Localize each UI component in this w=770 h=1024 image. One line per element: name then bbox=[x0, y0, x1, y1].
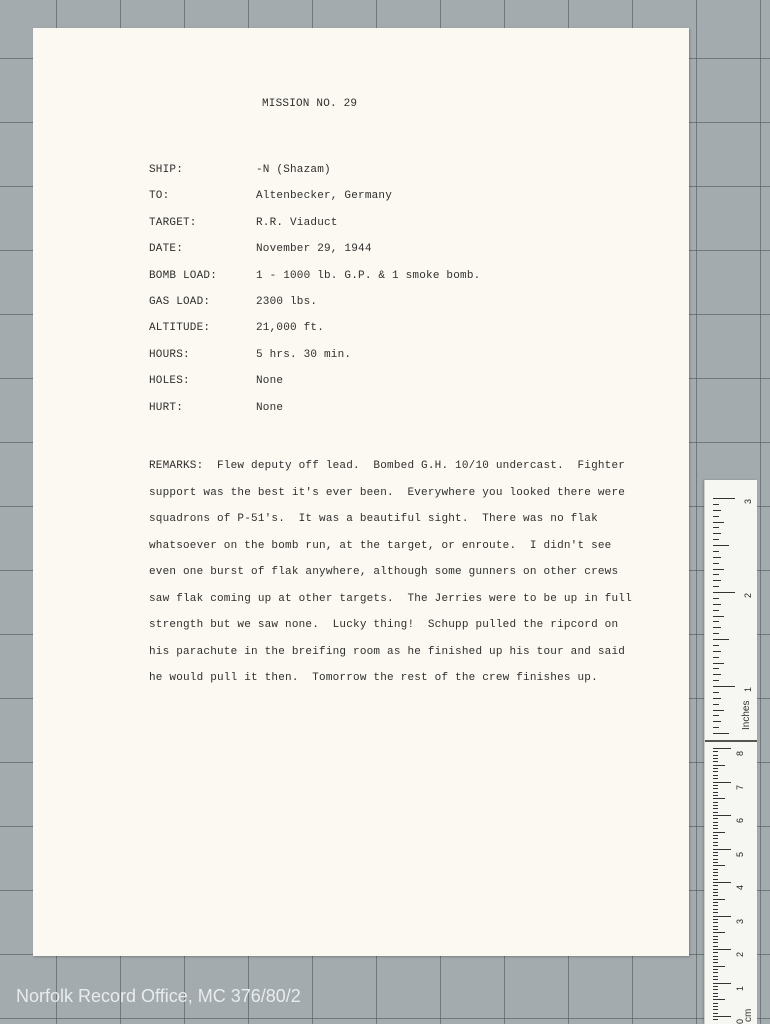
ruler-tick bbox=[713, 946, 718, 947]
ruler-tick bbox=[713, 926, 718, 927]
ruler-tick bbox=[713, 862, 718, 863]
ruler-tick bbox=[713, 956, 718, 957]
ruler-tick bbox=[713, 849, 731, 850]
ruler-tick bbox=[713, 822, 718, 823]
field-label: TO: bbox=[149, 190, 170, 203]
field-value: Altenbecker, Germany bbox=[256, 190, 393, 203]
field-row bbox=[33, 243, 633, 263]
ruler-tick bbox=[713, 698, 721, 699]
field-value: -N (Shazam) bbox=[256, 164, 331, 176]
ruler-tick bbox=[713, 616, 724, 617]
ruler-tick bbox=[713, 859, 718, 860]
ruler-tick bbox=[713, 586, 719, 587]
ruler-tick bbox=[713, 912, 718, 913]
ruler-tick bbox=[713, 645, 719, 646]
field-value: November 29, 1944 bbox=[256, 243, 372, 256]
ruler-tick bbox=[713, 539, 719, 540]
ruler-tick bbox=[713, 916, 731, 917]
ruler-tick bbox=[713, 889, 718, 890]
field-value: 21,000 ft. bbox=[256, 322, 325, 335]
ruler-tick bbox=[713, 639, 729, 640]
ruler-tick bbox=[713, 755, 718, 756]
ruler-tick bbox=[713, 993, 718, 994]
ruler-inch-scale bbox=[705, 480, 757, 740]
field-value: 5 hrs. 30 min. bbox=[256, 348, 352, 361]
remarks-line: support was the best it's ever been. Everywhere you looked there were bbox=[149, 486, 626, 499]
ruler-tick bbox=[713, 692, 719, 693]
ruler-cm-scale bbox=[705, 742, 757, 1024]
ruler-tick bbox=[713, 902, 718, 903]
ruler-tick bbox=[713, 627, 721, 628]
ruler-tick bbox=[713, 704, 719, 705]
ruler-tick bbox=[713, 686, 735, 687]
ruler-tick bbox=[713, 855, 718, 856]
field-value: R.R. Viaduct bbox=[256, 216, 338, 229]
ruler-tick bbox=[713, 795, 718, 796]
ruler-tick bbox=[713, 852, 718, 853]
field-row bbox=[33, 296, 633, 316]
ruler-tick bbox=[713, 972, 718, 973]
ruler-tick bbox=[713, 574, 719, 575]
ruler-tick bbox=[713, 727, 719, 728]
ruler-tick bbox=[713, 845, 718, 846]
field-value: 1 - 1000 lb. G.P. & 1 smoke bomb. bbox=[256, 269, 481, 282]
ruler-tick bbox=[713, 802, 718, 803]
ruler-tick bbox=[713, 557, 721, 558]
typed-document-page bbox=[33, 28, 689, 956]
ruler-tick bbox=[713, 949, 731, 950]
ruler-tick bbox=[713, 792, 718, 793]
remarks-line: his parachute in the breifing room as he finished up his tour and said bbox=[149, 645, 626, 658]
field-value: None bbox=[256, 401, 284, 414]
ruler-cm-number: 1 bbox=[735, 985, 745, 991]
ruler-tick bbox=[713, 527, 719, 528]
document-title: MISSION NO. 29 bbox=[262, 98, 358, 110]
ruler-cm-number: 6 bbox=[735, 817, 745, 823]
ruler-cm-number: 8 bbox=[735, 750, 745, 756]
ruler-inch-number: 1 bbox=[743, 686, 753, 692]
ruler-tick bbox=[713, 976, 718, 977]
ruler-tick bbox=[713, 983, 731, 984]
ruler-tick bbox=[713, 996, 718, 997]
ruler-tick bbox=[713, 751, 718, 752]
remarks-line: strength but we saw none. Lucky thing! Schupp pulled the ripcord on bbox=[149, 619, 619, 631]
ruler-tick bbox=[713, 999, 725, 1000]
ruler-tick bbox=[713, 633, 719, 634]
ruler-tick bbox=[713, 808, 718, 809]
ruler-tick bbox=[713, 892, 718, 893]
ruler-tick bbox=[713, 1009, 718, 1010]
ruler-tick bbox=[713, 838, 718, 839]
ruler-tick bbox=[713, 765, 725, 766]
field-label: HURT: bbox=[149, 401, 184, 414]
field-row bbox=[33, 375, 633, 395]
field-label: BOMB LOAD: bbox=[149, 269, 218, 282]
ruler-tick bbox=[713, 598, 719, 599]
ruler-tick bbox=[713, 610, 719, 611]
ruler-tick bbox=[713, 818, 718, 819]
field-label: DATE: bbox=[149, 243, 184, 256]
ruler-tick bbox=[713, 919, 718, 920]
field-row bbox=[33, 349, 633, 369]
ruler-tick bbox=[713, 771, 718, 772]
ruler-tick bbox=[713, 592, 735, 593]
ruler-tick bbox=[713, 569, 724, 570]
ruler-tick bbox=[713, 761, 718, 762]
ruler-tick bbox=[713, 865, 725, 866]
ruler-tick bbox=[713, 785, 718, 786]
ruler-tick bbox=[713, 828, 718, 829]
ruler-tick bbox=[713, 939, 718, 940]
ruler-tick bbox=[713, 1003, 718, 1004]
ruler-tick bbox=[713, 832, 725, 833]
ruler-inch-number: 2 bbox=[743, 592, 753, 598]
ruler-tick bbox=[713, 533, 721, 534]
ruler-tick bbox=[713, 545, 729, 546]
field-row bbox=[33, 402, 633, 422]
ruler-tick bbox=[713, 721, 721, 722]
ruler-tick bbox=[713, 504, 719, 505]
ruler-tick bbox=[713, 825, 718, 826]
ruler-tick bbox=[713, 748, 731, 749]
ruler-tick bbox=[713, 882, 731, 883]
ruler-tick bbox=[713, 989, 718, 990]
field-row bbox=[33, 190, 633, 210]
ruler-tick bbox=[713, 1013, 718, 1014]
ruler-tick bbox=[713, 516, 719, 517]
remarks-line: REMARKS: Flew deputy off lead. Bombed G.H. 10/10 undercast. Fighter bbox=[149, 460, 626, 472]
remarks-paragraph bbox=[149, 460, 632, 699]
remarks-line: even one burst of flak anywhere, although some gunners on other crews bbox=[149, 566, 619, 578]
ruler-tick bbox=[713, 775, 718, 776]
ruler-inch-unit: Inches bbox=[741, 700, 752, 730]
ruler-tick bbox=[713, 680, 719, 681]
ruler-tick bbox=[713, 879, 718, 880]
ruler-tick bbox=[713, 651, 721, 652]
ruler-tick bbox=[713, 835, 718, 836]
ruler-cm-number: 4 bbox=[735, 884, 745, 890]
field-value: None bbox=[256, 375, 284, 388]
ruler-tick bbox=[713, 932, 725, 933]
ruler-tick bbox=[713, 929, 718, 930]
ruler-tick bbox=[713, 668, 719, 669]
ruler-tick bbox=[713, 869, 718, 870]
ruler-tick bbox=[713, 1006, 718, 1007]
ruler-cm-number: 2 bbox=[735, 951, 745, 957]
ruler-tick bbox=[713, 758, 718, 759]
field-label: HOLES: bbox=[149, 375, 190, 388]
ruler-tick bbox=[713, 551, 719, 552]
ruler-tick bbox=[713, 959, 718, 960]
ruler-tick bbox=[713, 715, 719, 716]
ruler-tick bbox=[713, 778, 718, 779]
ruler-tick bbox=[713, 710, 724, 711]
ruler-tick bbox=[713, 969, 718, 970]
field-label: SHIP: bbox=[149, 164, 184, 176]
archive-caption: Norfolk Record Office, MC 376/80/2 bbox=[16, 986, 301, 1006]
ruler-tick bbox=[713, 621, 719, 622]
remarks-line: whatsoever on the bomb run, at the target, or enroute. I didn't see bbox=[149, 539, 612, 552]
ruler-tick bbox=[713, 895, 718, 896]
ruler-tick bbox=[713, 1016, 731, 1017]
field-value: 2300 lbs. bbox=[256, 296, 318, 308]
field-row bbox=[33, 322, 633, 342]
field-label: TARGET: bbox=[149, 216, 197, 229]
ruler-tick bbox=[713, 782, 731, 783]
ruler-cm-number: 5 bbox=[735, 851, 745, 857]
ruler-tick bbox=[713, 909, 718, 910]
ruler-tick bbox=[713, 899, 725, 900]
ruler-tick bbox=[713, 842, 718, 843]
field-label: GAS LOAD: bbox=[149, 296, 211, 308]
ruler-tick bbox=[713, 966, 725, 967]
ruler-tick bbox=[713, 812, 718, 813]
ruler-tick bbox=[713, 942, 718, 943]
field-row bbox=[33, 270, 633, 290]
remarks-line: saw flak coming up at other targets. The Jerries were to be up in full bbox=[149, 592, 632, 605]
ruler-tick bbox=[713, 798, 725, 799]
ruler-tick bbox=[713, 657, 719, 658]
field-label: HOURS: bbox=[149, 348, 190, 361]
ruler-cm-unit: cm bbox=[743, 1008, 754, 1022]
ruler-inch-number: 3 bbox=[743, 498, 753, 504]
remarks-line: squadrons of P-51's. It was a beautiful sight. There was no flak bbox=[149, 513, 598, 525]
ruler-tick bbox=[713, 986, 718, 987]
ruler-tick bbox=[713, 563, 719, 564]
ruler-tick bbox=[713, 905, 718, 906]
ruler-tick bbox=[713, 922, 718, 923]
ruler-tick bbox=[713, 674, 721, 675]
ruler-cm-number: 3 bbox=[735, 918, 745, 924]
ruler-tick bbox=[713, 522, 724, 523]
ruler-tick bbox=[713, 979, 718, 980]
ruler-cm-number: 0 bbox=[735, 1018, 745, 1024]
ruler-tick bbox=[713, 1019, 718, 1020]
ruler-tick bbox=[713, 788, 718, 789]
ruler-tick bbox=[713, 768, 718, 769]
ruler-tick bbox=[713, 872, 718, 873]
field-row bbox=[33, 217, 633, 237]
ruler-tick bbox=[713, 510, 721, 511]
measurement-ruler bbox=[704, 480, 757, 1024]
ruler-tick bbox=[713, 604, 721, 605]
ruler-tick bbox=[713, 663, 724, 664]
ruler-tick bbox=[713, 936, 718, 937]
ruler-tick bbox=[713, 815, 731, 816]
field-row bbox=[33, 164, 633, 184]
ruler-tick bbox=[713, 962, 718, 963]
field-label: ALTITUDE: bbox=[149, 322, 211, 335]
ruler-cm-number: 7 bbox=[735, 784, 745, 790]
ruler-tick bbox=[713, 875, 718, 876]
ruler-tick bbox=[713, 498, 735, 499]
ruler-tick bbox=[713, 805, 718, 806]
ruler-tick bbox=[713, 733, 729, 734]
ruler-tick bbox=[713, 952, 718, 953]
ruler-tick bbox=[713, 885, 718, 886]
remarks-line: he would pull it then. Tomorrow the rest of the crew finishes up. bbox=[149, 672, 598, 684]
ruler-tick bbox=[713, 580, 721, 581]
